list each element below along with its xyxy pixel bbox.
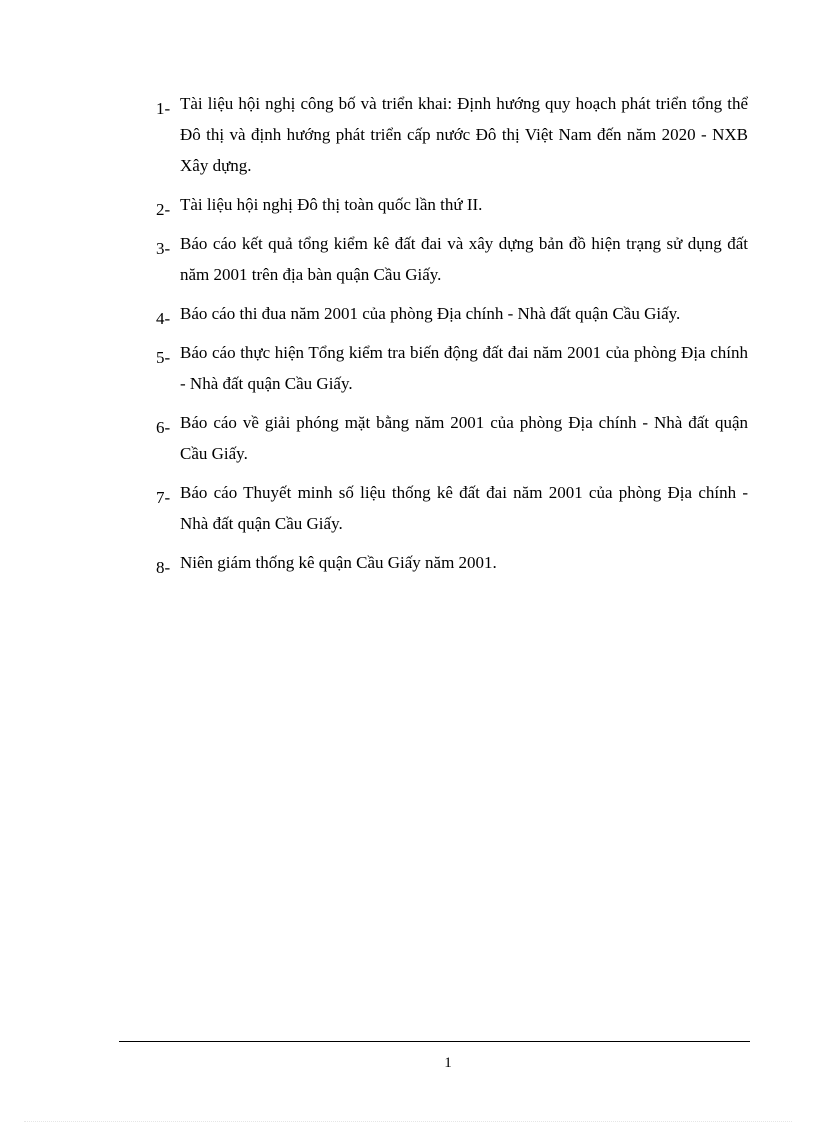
reference-item-7 <box>156 477 748 539</box>
reference-number: 8- <box>156 558 171 577</box>
reference-text: Niên giám thống kê quận Cầu Giấy năm 2001. <box>180 553 497 572</box>
reference-item-3 <box>156 228 748 290</box>
reference-text: Báo cáo kết quả tổng kiểm kê đất đai và xây dựng bản đồ hiện trạng sử dụng đất năm 2001 trên địa bàn quận Cầu Giấy. <box>180 234 748 284</box>
reference-text: Báo cáo Thuyết minh số liệu thống kê đất đai năm 2001 của phòng Địa chính - Nhà đất quận Cầu Giấy. <box>180 483 748 533</box>
reference-text: Tài liệu hội nghị Đô thị toàn quốc lần thứ II. <box>180 195 483 214</box>
footer-divider <box>119 1041 750 1042</box>
reference-text: Báo cáo thực hiện Tổng kiểm tra biến động đất đai năm 2001 của phòng Địa chính - Nhà đất quận Cầu Giấy. <box>180 343 748 393</box>
reference-item-8 <box>156 547 748 578</box>
reference-number: 4- <box>156 309 171 328</box>
reference-number: 5- <box>156 348 171 367</box>
reference-number: 7- <box>156 488 171 507</box>
reference-item-2 <box>156 189 748 220</box>
page-number: 1 <box>444 1055 452 1071</box>
reference-item-1 <box>156 88 748 181</box>
reference-text: Báo cáo về giải phóng mặt bằng năm 2001 của phòng Địa chính - Nhà đất quận Cầu Giấy. <box>180 413 748 463</box>
reference-list <box>156 88 748 586</box>
reference-item-5 <box>156 337 748 399</box>
reference-number: 2- <box>156 200 171 219</box>
reference-text: Báo cáo thi đua năm 2001 của phòng Địa chính - Nhà đất quận Cầu Giấy. <box>180 304 681 323</box>
reference-number: 1- <box>156 99 171 118</box>
reference-item-4 <box>156 298 748 329</box>
reference-number: 6- <box>156 418 171 437</box>
reference-number: 3- <box>156 239 171 258</box>
reference-text: Tài liệu hội nghị công bố và triển khai: Định hướng quy hoạch phát triển tổng thể Đô thị và định hướng phát triển cấp nước Đô thị Việt Nam đến năm 2020 - NXB Xây dựng. <box>180 94 748 175</box>
page-bottom-border <box>24 1121 792 1122</box>
reference-item-6 <box>156 407 748 469</box>
